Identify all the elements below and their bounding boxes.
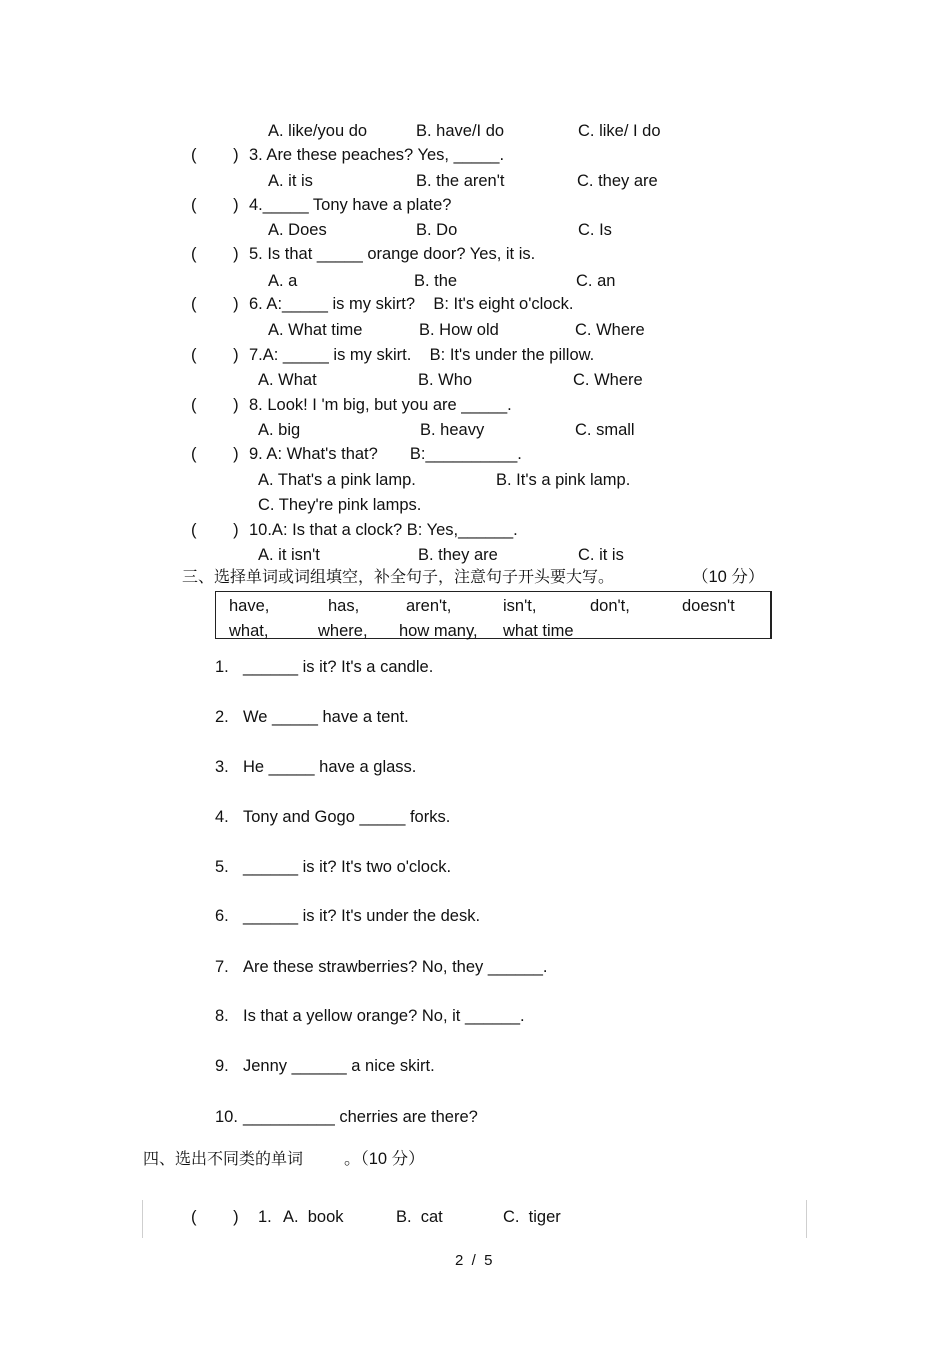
question-7: 7.A: _____ is my skirt. B: It's under the pillow.	[249, 346, 595, 364]
word-dont: don't,	[590, 597, 630, 615]
q6-option-c: C. Where	[575, 321, 645, 339]
q4-option-c: C. Is	[578, 221, 612, 239]
fill-item-number: 2.	[215, 708, 229, 726]
q5-option-b: B. the	[414, 272, 458, 290]
q9-option-b: B. It's a pink lamp.	[496, 471, 631, 489]
fill-item-number: 10.	[215, 1108, 238, 1126]
section3-score: （10 分）	[692, 568, 765, 586]
fill-item-number: 1.	[215, 658, 229, 676]
fill-item-number: 3.	[215, 758, 229, 776]
q5-option-a: A. a	[268, 272, 298, 290]
q10-option-c: C. it is	[578, 546, 624, 564]
s4-q1-option-c: C. tiger	[503, 1208, 561, 1226]
s4-q1-number: 1.	[258, 1208, 272, 1226]
section3-heading: 三、选择单词或词组填空，补全句子，注意句子开头要大写。	[182, 567, 615, 586]
fill-item-text: ______ is it? It's under the desk.	[243, 907, 481, 925]
fill-item-text: __________ cherries are there?	[243, 1108, 478, 1126]
answer-paren-q7[interactable]: ( )	[191, 346, 239, 364]
word-doesnt: doesn't	[682, 597, 735, 615]
fill-item-number: 7.	[215, 958, 229, 976]
answer-paren-q9[interactable]: ( )	[191, 445, 239, 463]
answer-paren-s4-q1[interactable]: ( )	[191, 1208, 239, 1226]
fill-item-number: 6.	[215, 907, 229, 925]
q3-option-c: C. they are	[577, 172, 658, 190]
fill-item-text: Tony and Gogo _____ forks.	[243, 808, 451, 826]
q2-option-c: C. like/ I do	[578, 122, 661, 140]
q9-option-a: A. That's a pink lamp.	[258, 471, 416, 489]
section4-heading: 四、选出不同类的单词	[143, 1149, 304, 1168]
q4-option-b: B. Do	[416, 221, 458, 239]
q6-option-a: A. What time	[268, 321, 363, 339]
q7-option-c: C. Where	[573, 371, 643, 389]
answer-paren-q4[interactable]: ( )	[191, 196, 239, 214]
word-arent: aren't,	[406, 597, 452, 615]
q2-option-b: B. have/I do	[416, 122, 505, 140]
s4-q1-option-a: A. book	[283, 1208, 344, 1226]
word-where: where,	[318, 622, 368, 640]
q8-option-b: B. heavy	[420, 421, 485, 439]
q7-option-b: B. Who	[418, 371, 473, 389]
fill-item-text: He _____ have a glass.	[243, 758, 417, 776]
q3-option-a: A. it is	[268, 172, 313, 190]
fill-item-text: We _____ have a tent.	[243, 708, 409, 726]
word-has: has,	[328, 597, 360, 615]
q10-option-a: A. it isn't	[258, 546, 320, 564]
word-how-many: how many,	[399, 622, 478, 640]
answer-paren-q8[interactable]: ( )	[191, 396, 239, 414]
word-what-time: what time	[503, 622, 574, 640]
section4-score: 。（10 分）	[344, 1150, 425, 1168]
s4-q1-option-b: B. cat	[396, 1208, 443, 1226]
fill-item-number: 9.	[215, 1057, 229, 1075]
fill-item-number: 5.	[215, 858, 229, 876]
page-number: 2 / 5	[455, 1252, 493, 1269]
fill-item-number: 8.	[215, 1007, 229, 1025]
answer-paren-q5[interactable]: ( )	[191, 245, 239, 263]
fill-item-text: Jenny ______ a nice skirt.	[243, 1057, 435, 1075]
q8-option-c: C. small	[575, 421, 635, 439]
fill-item-text: ______ is it? It's a candle.	[243, 658, 434, 676]
fill-item-text: Is that a yellow orange? No, it ______.	[243, 1007, 525, 1025]
question-9: 9. A: What's that? B:__________.	[249, 445, 522, 463]
answer-paren-q3[interactable]: ( )	[191, 146, 239, 164]
question-3: 3. Are these peaches? Yes, _____.	[249, 146, 505, 164]
word-have: have,	[229, 597, 270, 615]
q6-option-b: B. How old	[419, 321, 499, 339]
word-isnt: isn't,	[503, 597, 537, 615]
q4-option-a: A. Does	[268, 221, 327, 239]
question-8: 8. Look! I 'm big, but you are _____.	[249, 396, 512, 414]
question-10: 10.A: Is that a clock? B: Yes,______.	[249, 521, 518, 539]
answer-paren-q6[interactable]: ( )	[191, 295, 239, 313]
q5-option-c: C. an	[576, 272, 616, 290]
q8-option-a: A. big	[258, 421, 301, 439]
q7-option-a: A. What	[258, 371, 317, 389]
fill-item-number: 4.	[215, 808, 229, 826]
question-4: 4._____ Tony have a plate?	[249, 196, 452, 214]
q2-option-a: A. like/you do	[268, 122, 368, 140]
table-border-right	[806, 1200, 807, 1238]
word-what: what,	[229, 622, 269, 640]
table-border-left	[142, 1200, 143, 1238]
q10-option-b: B. they are	[418, 546, 498, 564]
q3-option-b: B. the aren't	[416, 172, 505, 190]
fill-item-text: ______ is it? It's two o'clock.	[243, 858, 452, 876]
question-5: 5. Is that _____ orange door? Yes, it is.	[249, 245, 536, 263]
q9-option-c: C. They're pink lamps.	[258, 496, 422, 514]
question-6: 6. A:_____ is my skirt? B: It's eight o'clock.	[249, 295, 574, 313]
answer-paren-q10[interactable]: ( )	[191, 521, 239, 539]
fill-item-text: Are these strawberries? No, they ______.	[243, 958, 548, 976]
